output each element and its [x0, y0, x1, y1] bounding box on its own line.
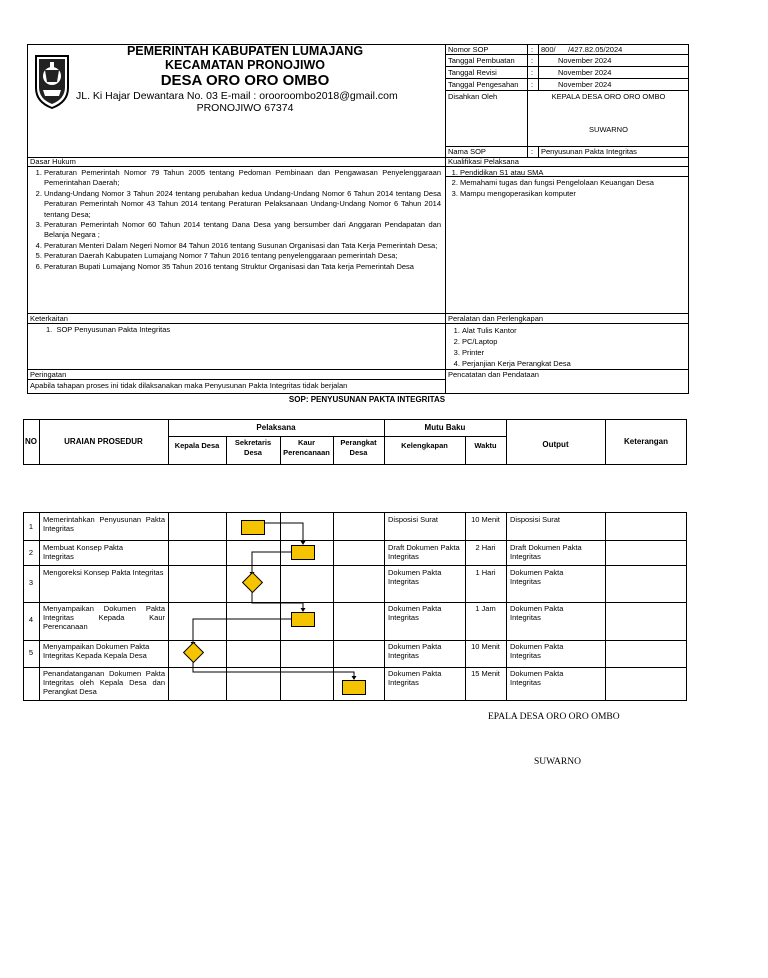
row-no: 5 — [28, 648, 34, 657]
header-line3: DESA ORO ORO OMBO — [160, 72, 330, 89]
dasar-hukum-label: Dasar Hukum — [30, 157, 76, 166]
row-no: 1 — [28, 522, 34, 531]
peringatan-text: Apabila tahapan proses ini tidak dilaksanakan maka Penyusunan Pakta Integritas tidak berjalan — [30, 381, 348, 390]
row-kelengkapan: Disposisi Surat — [388, 515, 439, 524]
process-shape — [241, 520, 265, 535]
row-no: 3 — [28, 578, 34, 587]
col-uraian: URAIAN PROSEDUR — [64, 437, 143, 446]
peralatan-item: 4. Perjanjian Kerja Perangkat Desa — [462, 358, 686, 369]
row-no: 4 — [28, 615, 34, 624]
row-output: Dokumen Pakta Integritas — [510, 642, 564, 660]
pengesahan-label: Tanggal Pengesahan — [448, 80, 519, 89]
col-output: Output — [542, 440, 569, 449]
sop-title: SOP: PENYUSUNAN PAKTA INTEGRITAS — [288, 395, 446, 404]
law-item: 2. Undang-Undang Nomor 3 Tahun 2024 tentang perubahan kedua Undang-Undang Nomor 6 Tahun 2014 tentang Desa Peraturan Pemerintah Nomor 43 Tahun 2014 tentang Peraturan Pelaksanaan Undang-Undang Nomor 6 Tahun 2014 tentang Desa; — [44, 189, 441, 220]
header-address: JL. Ki Hajar Dewantara No. 03 E-mail : orooroombo2018@gmail.com — [76, 90, 398, 102]
row-kelengkapan: Dokumen Pakta Integritas — [388, 568, 442, 586]
law-item: 1. Peraturan Pemerintah Nomor 79 Tahun 2005 tentang Pedoman Pembinaan dan Pengawasan Penyelenggaraan Pemerintahan Daerah; — [44, 168, 441, 189]
process-shape — [342, 680, 366, 695]
row-uraian: Mengoreksi Konsep Pakta Integritas — [43, 568, 164, 577]
keterkaitan-text: SOP Penyusunan Pakta Integritas — [56, 325, 171, 334]
row-no: 2 — [28, 548, 34, 557]
law-item: 6. Peraturan Bupati Lumajang Nomor 35 Tahun 2016 tentang Struktur Organisasi dan Tata kerja Pemerintah Desa — [44, 262, 441, 272]
peralatan-item: 3. Printer — [462, 347, 686, 358]
nama-label: Nama SOP — [448, 147, 486, 156]
kualifikasi-item: 3. Mampu mengoperasikan komputer — [460, 189, 686, 199]
kualifikasi-item: 2. Memahami tugas dan fungsi Pengelolaan Keuangan Desa — [460, 178, 686, 188]
col-waktu: Waktu — [474, 441, 497, 450]
nomor-label: Nomor SOP — [448, 45, 489, 54]
row-output: Disposisi Surat — [510, 515, 561, 524]
pengesahan-value: November 2024 — [558, 80, 612, 89]
row-output: Dokumen Pakta Integritas — [510, 604, 564, 622]
disahkan-label: Disahkan Oleh — [448, 92, 498, 101]
col-kepala: Kepala Desa — [174, 441, 220, 450]
col-pelaksana: Pelaksana — [256, 423, 296, 432]
col-kelengkapan: Kelengkapan — [401, 441, 448, 450]
row-kelengkapan: Dokumen Pakta Integritas — [388, 642, 442, 660]
col-mutu: Mutu Baku — [424, 423, 466, 432]
peralatan-item: 2. PC/Laptop — [462, 336, 686, 347]
row-kelengkapan: Draft Dokumen Pakta Integritas — [388, 543, 460, 561]
row-uraian: Penandatanganan Dokumen Pakta Integritas oleh Kepala Desa dan Perangkat Desa — [43, 669, 165, 696]
law-item: 3. Peraturan Pemerintah Nomor 60 Tahun 2014 tentang Dana Desa yang bersumber dari Anggaran Pendapatan dan Belanja Negara ; — [44, 220, 441, 241]
disahkan-name: SUWARNO — [589, 125, 628, 134]
nama-value: Penyusunan Pakta Integritas — [541, 147, 637, 156]
law-item: 5. Peraturan Daerah Kabupaten Lumajang Nomor 7 Tahun 2016 tentang penyelenggaraan pemerintah Desa; — [44, 251, 441, 261]
keterkaitan-label: Keterkaitan — [30, 314, 68, 323]
row-uraian: Memerintahkan Penyusunan Pakta Integritas — [43, 515, 165, 533]
colon: : — [531, 56, 534, 65]
colon: : — [531, 80, 534, 89]
row-uraian: Menyampaikan Dokumen Pakta Integritas Kepada Kaur Perencanaan — [43, 604, 165, 631]
row-kelengkapan: Dokumen Pakta Integritas — [388, 669, 442, 687]
pembuatan-value: November 2024 — [558, 56, 612, 65]
colon: : — [531, 45, 534, 54]
peringatan-label: Peringatan — [30, 370, 67, 379]
col-no: NO — [25, 437, 37, 446]
colon: : — [531, 147, 534, 156]
signature-title: EPALA DESA ORO ORO OMBO — [488, 712, 620, 722]
process-shape — [291, 545, 315, 560]
pembuatan-label: Tanggal Pembuatan — [448, 56, 515, 65]
peralatan-label: Peralatan dan Perlengkapan — [448, 314, 544, 323]
nomor-value: 800/ /427.82.05/2024 — [541, 45, 623, 54]
row-waktu: 10 Menit — [471, 642, 500, 651]
col-kaur: Kaur Perencanaan — [283, 438, 330, 457]
colon: : — [531, 68, 534, 77]
signature-name: SUWARNO — [534, 757, 581, 767]
row-uraian: Menyampaikan Dokumen Pakta Integritas Kepada Kepala Desa — [43, 642, 150, 660]
row-output: Dokumen Pakta Integritas — [510, 669, 564, 687]
row-output: Dokumen Pakta Integritas — [510, 568, 564, 586]
peralatan-item: 1. Alat Tulis Kantor — [462, 325, 686, 336]
row-waktu: 2 Hari — [475, 543, 496, 552]
col-perangkat: Perangkat Desa — [340, 438, 377, 457]
col-keterangan: Keterangan — [623, 437, 668, 446]
kualifikasi-label: Kualifikasi Pelaksana — [448, 157, 519, 166]
revisi-label: Tanggal Revisi — [448, 68, 497, 77]
process-shape — [291, 612, 315, 627]
row-kelengkapan: Dokumen Pakta Integritas — [388, 604, 442, 622]
revisi-value: November 2024 — [558, 68, 612, 77]
row-uraian: Membuat Konsep Pakta Integritas — [43, 543, 124, 561]
kualifikasi-item: 1. Pendidikan S1 atau SMA — [460, 168, 686, 178]
row-waktu: 1 Jam — [475, 604, 496, 613]
col-sekretaris: Sekretaris Desa — [234, 438, 272, 457]
row-waktu: 10 Menit — [471, 515, 500, 524]
keterkaitan-item: 1. SOP Penyusunan Pakta Integritas — [46, 325, 171, 334]
header-city: PRONOJIWO 67374 — [196, 102, 294, 114]
pencatatan-label: Pencatatan dan Pendataan — [448, 370, 539, 379]
law-item: 4. Peraturan Menteri Dalam Negeri Nomor 84 Tahun 2016 tentang Susunan Organisasi dan Tata Kerja Pemerintah Desa; — [44, 241, 441, 251]
disahkan-title: KEPALA DESA ORO ORO OMBO — [551, 92, 666, 101]
row-waktu: 1 Hari — [475, 568, 496, 577]
row-output: Draft Dokumen Pakta Integritas — [510, 543, 582, 561]
header-line2: KECAMATAN PRONOJIWO — [165, 58, 325, 72]
row-waktu: 15 Menit — [471, 669, 500, 678]
header-line1: PEMERINTAH KABUPATEN LUMAJANG — [126, 44, 364, 58]
